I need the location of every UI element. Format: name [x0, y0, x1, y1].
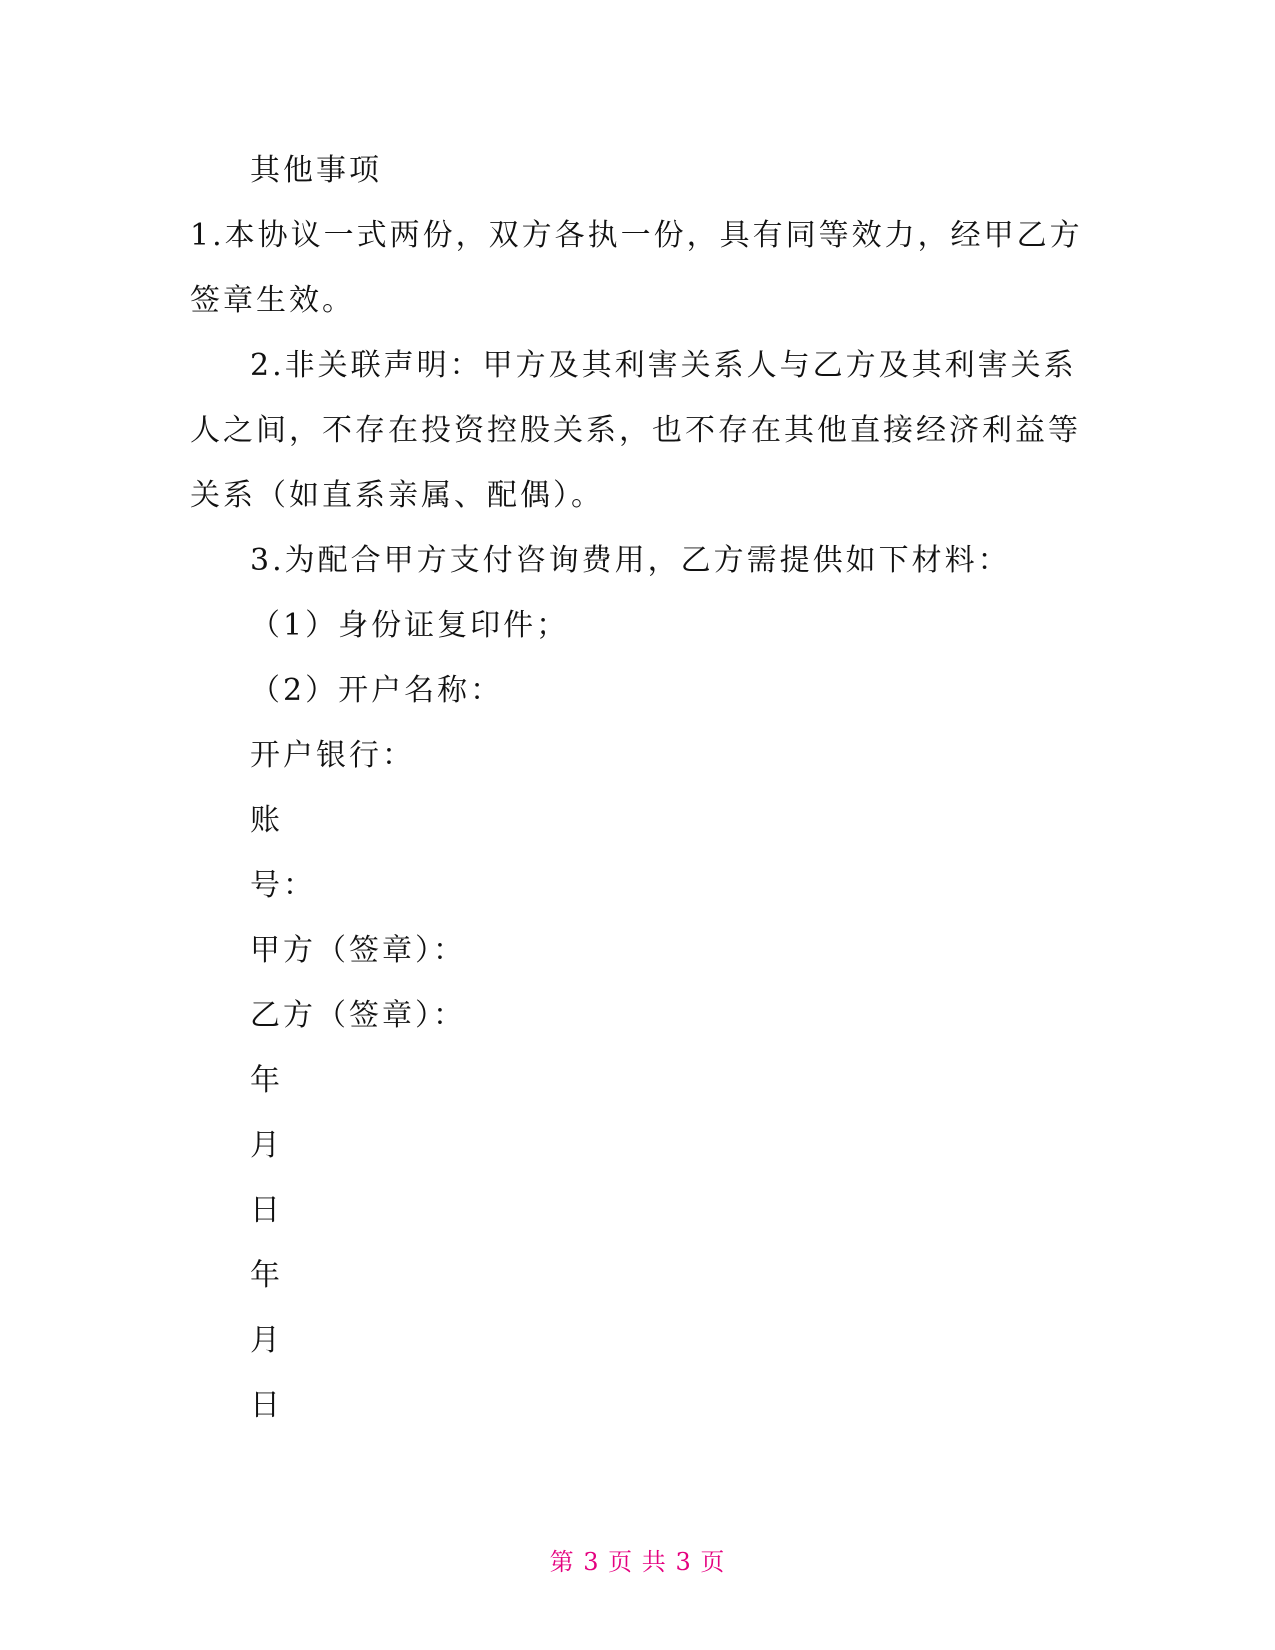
- date-year-1: 年: [250, 1063, 283, 1098]
- section-heading: 其他事项: [250, 153, 382, 188]
- material-item-1: （1）身份证复印件；: [250, 608, 570, 643]
- clause-3-line: 3.为配合甲方支付咨询费用，乙方需提供如下材料：: [250, 543, 1011, 578]
- document-body: [190, 138, 1150, 1438]
- material-item-2-account-name: （2）开户名称：: [250, 673, 504, 708]
- party-b-signature-line: 乙方（签章）：: [250, 998, 466, 1033]
- clause-2-line-1: 2.非关联声明：甲方及其利害关系人与乙方及其利害关系: [250, 348, 1077, 383]
- clause-2-line-3: 关系（如直系亲属、配偶）。: [190, 478, 604, 513]
- page-number-footer: 第 3 页 共 3 页: [549, 1548, 726, 1576]
- date-month-2: 月: [250, 1323, 283, 1358]
- bank-name-line: 开户银行：: [250, 738, 415, 773]
- clause-2-line-2: 人之间，不存在投资控股关系，也不存在其他直接经济利益等: [190, 413, 1081, 448]
- party-a-signature-line: 甲方（签章）：: [250, 933, 466, 968]
- date-year-2: 年: [250, 1258, 283, 1293]
- date-month-1: 月: [250, 1128, 283, 1163]
- date-day-1: 日: [250, 1193, 283, 1228]
- clause-1-line-1: 1.本协议一式两份，双方各执一份，具有同等效力，经甲乙方: [190, 218, 1083, 253]
- account-number-line-2: 号：: [250, 868, 316, 903]
- clause-1-line-2: 签章生效。: [190, 283, 355, 318]
- date-day-2: 日: [250, 1388, 283, 1423]
- account-number-line-1: 账: [250, 803, 283, 838]
